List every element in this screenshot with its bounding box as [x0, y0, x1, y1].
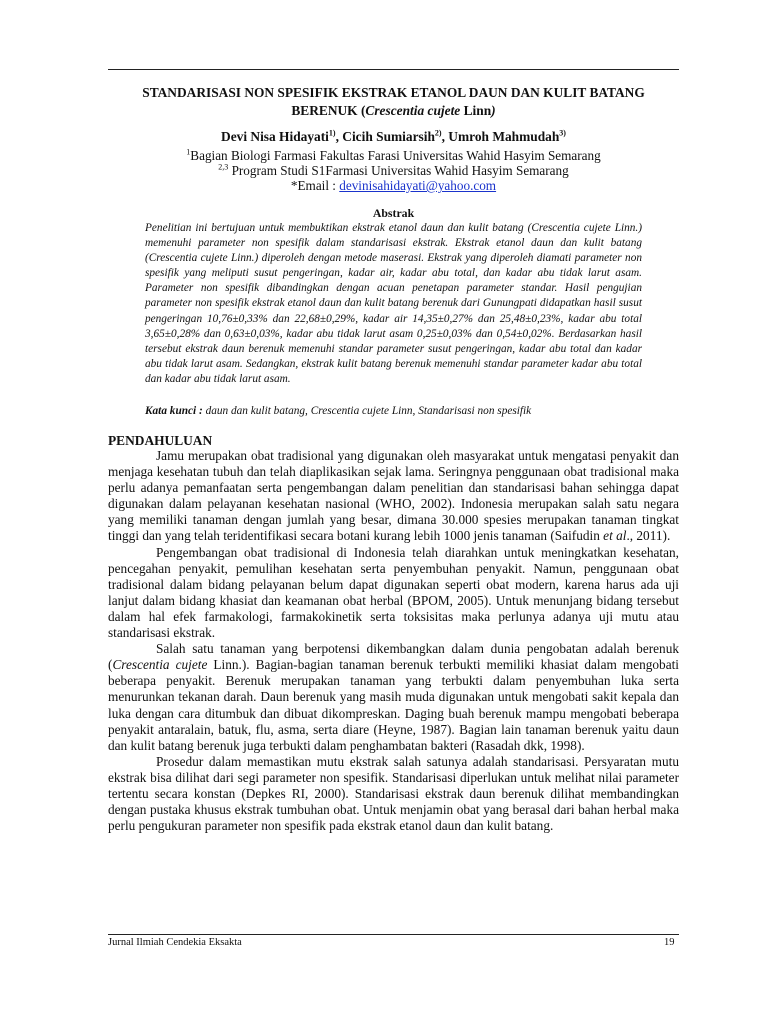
abstract-body: Penelitian ini bertujuan untuk membuktikan ekstrak etanol daun dan kulit batang (Crescentia cujete Linn.) memenuhi parameter non spesifik dalam standarisasi ekstrak. Ekstrak etanol daun dan kulit batang (Crescentia cujete Linn.) diperoleh dengan metode maserasi. Ekstrak yang diperoleh diamati parameter non spesifik yang meliputi susut pengeringan, kadar air, kadar abu total, dan kadar abu tidak larut asam. Parameter non spesifik dibandingkan dengan acuan penetapan parameter standar. Hasil pengujian parameter non spesifik ekstrak etanol daun dan kulit batang berenuk dari Gunungpati didapatkan hasil susut pengeringan 10,76±0,33% dan 22,68±0,29%, kadar air 14,35±0,27% dan 25,48±0,23%, kadar abu total 3,65±0,28% dan 0,63±0,03%, kadar abu tidak larut asam 0,25±0,03% dan 0,54±0,02%. Berdasarkan hasil tersebut ekstrak daun berenuk memenuhi standar parameter susut pengeringan, kadar abu total dan kadar abu tidak larut asam. Sedangkan, ekstrak kulit batang berenuk memenuhi standar parameter kadar abu total dan kadar abu tidak larut asam. [145, 222, 642, 385]
footer-rule [108, 934, 679, 935]
footer-journal-name: Jurnal Ilmiah Cendekia Eksakta [108, 937, 242, 948]
page-number: 19 [664, 937, 675, 948]
paragraph-4: Prosedur dalam memastikan mutu ekstrak salah satunya adalah standarisasi. Persyaratan mutu ekstrak bisa dilihat dari segi parameter non spesifik. Standarisasi diperlukan untuk melihat nilai parameter tertentu secara konstan (Depkes RI, 2000). Standarisasi ekstrak daun berenuk dilihat membandingkan dengan pustaka khusus ekstrak tumbuhan obat. Untuk menjamin obat yang berasal dari bahan herbal maka perlu pengukuran parameter non spesifik pada ekstrak etanol daun dan kulit batang. [108, 753, 679, 834]
paragraph-2: Pengembangan obat tradisional di Indonesia telah diarahkan untuk meningkatkan kesehatan, pencegahan penyakit, pemulihan kesehatan serta penyembuhan penyakit. Namun, penggunaan obat tradisional dalam bidang pelayanan belum dapat digunakan seperti obat modern, karena harus ada uji lanjut dalam bidang khasiat dan keamanan obat herbal (BPOM, 2005). Untuk menunjang bidang tersebut dalam hal efek farmakologi, farmakokinetik serta toksisitas maka perlunya adanya uji mutu atau standarisasi ekstrak. [108, 544, 679, 641]
paper-title: STANDARISASI NON SPESIFIK EKSTRAK ETANOL DAUN DAN KULIT BATANG BERENUK (Crescentia cujete Linn) [142, 85, 645, 118]
affiliation-2: $^{2,3}$ Program Studi S1Farmasi Universitas Wahid Hasyim Semarang [218, 162, 569, 178]
affiliation-1: $^1$Bagian Biologi Farmasi Fakultas Farasi Universitas Wahid Hasyim Semarang [186, 147, 601, 163]
body-text [108, 448, 679, 834]
abstract-heading: Abstrak [372, 206, 415, 220]
email-line: *Email : devinisahidayati@yahoo.com [290, 178, 497, 193]
title-species: Crescentia cujete [365, 103, 461, 118]
top-rule [108, 69, 679, 70]
email-link[interactable]: devinisahidayati@yahoo.com [339, 178, 497, 193]
section-heading-pendahuluan: PENDAHULUAN [108, 433, 213, 448]
keywords: Kata kunci : daun dan kulit batang, Crescentia cujete Linn, Standarisasi non spesifik [145, 405, 532, 417]
author-list: Devi Nisa Hidayati$^{1)}$, Cicih Sumiarsih$^{2)}$, Umroh Mahmudah$^{3)}$ [221, 128, 566, 144]
paragraph-1: Jamu merupakan obat tradisional yang digunakan oleh masyarakat untuk mengatasi penyakit dan menjaga kesehatan tubuh dan telah diaplikasikan sejak lama. Seringnya penggunaan obat tradisional maka perlu adanya pemanfaatan serta pengembangan dalam penelitian dan standarisasi bahan sehingga dapat digunakan dalam pelayanan kesehatan nasional (WHO, 2002). Indonesia merupakan salah satu negara yang memiliki tanaman dengan jumlah yang besar, dimana 30.000 spesies merupakan tanaman tingkat tinggi dan yang telah teridentifikasi secara botani kurang lebih 1000 jenis tanaman (Saifudin et al., 2011). [108, 448, 679, 544]
paragraph-3: Salah satu tanaman yang berpotensi dikembangkan dalam dunia pengobatan adalah berenuk (Crescentia cujete Linn.). Bagian-bagian tanaman berenuk terbukti memiliki khasiat dalam mengobati beberapa penyakit. Berenuk merupakan tanaman yang terbukti dalam penyembuhan luka serta menurunkan tekanan darah. Daun berenuk yang masih muda digunakan untuk mengobati sakit kepala dan luka dengan cara ditumbuk dan dibuat dikompreskan. Daging buah berenuk mampu mengobati beberapa penyakit antaralain, batuk, flu, asma, serta diare (Heyne, 1987). Bagian lain tanaman berenuk yaitu daun dan kulit batang berenuk juga terbukti dalam penghambatan bakteri (Rasadah dkk, 1998). [108, 641, 679, 753]
